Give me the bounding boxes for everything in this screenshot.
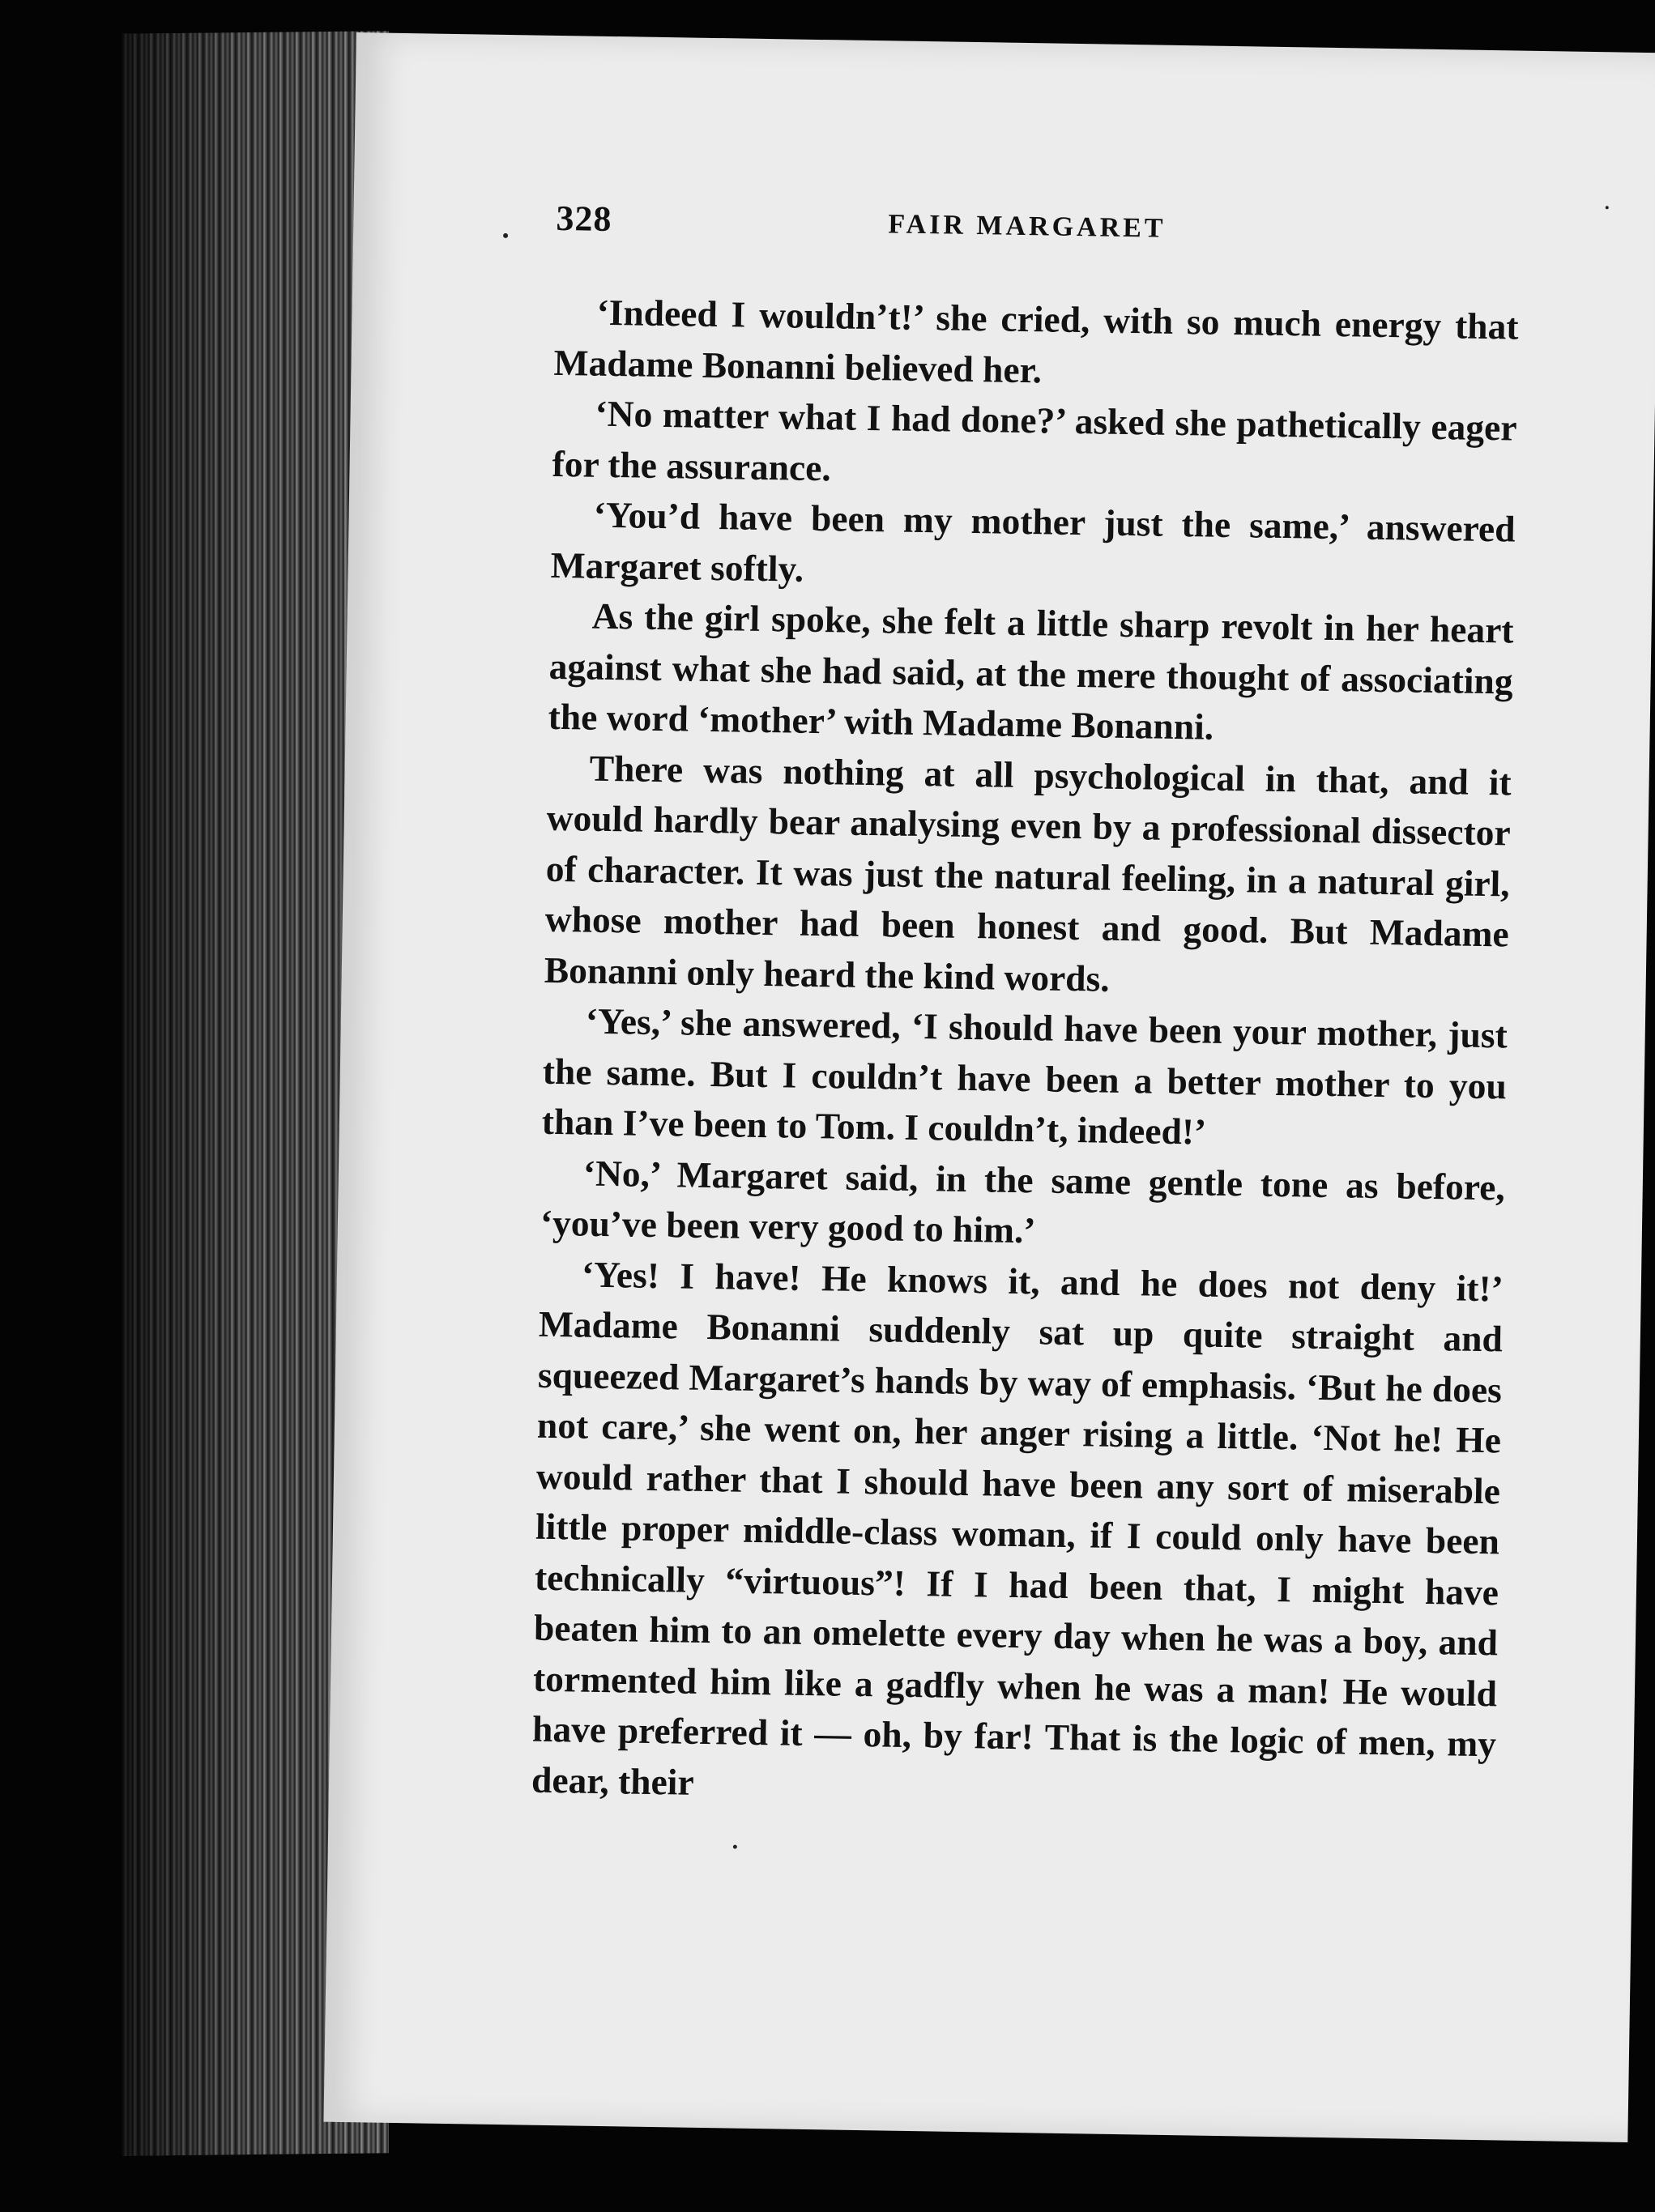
paragraph: There was nothing at all psychological in that, and it would hardly bear analysing even by a professional dissector of character. It was just the natural feeling, in a natural girl, whose mother had been honest and good. But Madame Bonanni only heard the kind words. <box>544 747 1512 999</box>
running-head <box>556 198 1521 278</box>
paragraph: ‘Yes! I have! He knows it, and he does not deny it!’ Madame Bonanni suddenly sat up quite straight and squeezed Margaret’s hands by way of emphasis. ‘But he does not care,’ she went on, her anger rising a little. ‘Not he! He would rather that I should have been any sort of miserable little proper middle-class woman, if I could only have been technically “virtuous”! If I had been that, I might have beaten him to an omelette every day when he was a boy, and tormented him like a gadfly when he was a man! He would have preferred it — oh, by far! That is the logic of men, my dear, their <box>531 1253 1504 1803</box>
running-title: FAIR MARGARET <box>888 209 1167 244</box>
scan-specks <box>356 32 1655 53</box>
page-content <box>531 198 1521 1820</box>
paragraph: As the girl spoke, she felt a little sharp revolt in her heart against what she had said, at the mere thought of associating the word ‘mother’ with Madame Bonanni. <box>548 595 1514 748</box>
paragraph: ‘No,’ Margaret said, in the same gentle tone as before, ‘you’ve been very good to him.’ <box>540 1152 1506 1251</box>
paragraph: ‘No matter what I had done?’ asked she pathetically eager for the assurance. <box>552 392 1517 488</box>
body-text <box>531 287 1519 1820</box>
page-number: 328 <box>556 198 612 239</box>
paragraph: ‘Yes,’ she answered, ‘I should have been your mother, just the same. But I couldn’t have been a better mother to you than I’ve been to Tom. I couldn’t, indeed!’ <box>541 999 1508 1153</box>
paragraph: ‘You’d have been my mother just the same,’ answered Margaret softly. <box>550 493 1516 590</box>
paragraph: ‘Indeed I wouldn’t!’ she cried, with so much energy that Madame Bonanni believed her. <box>553 291 1519 390</box>
page-paper <box>323 32 1655 2142</box>
